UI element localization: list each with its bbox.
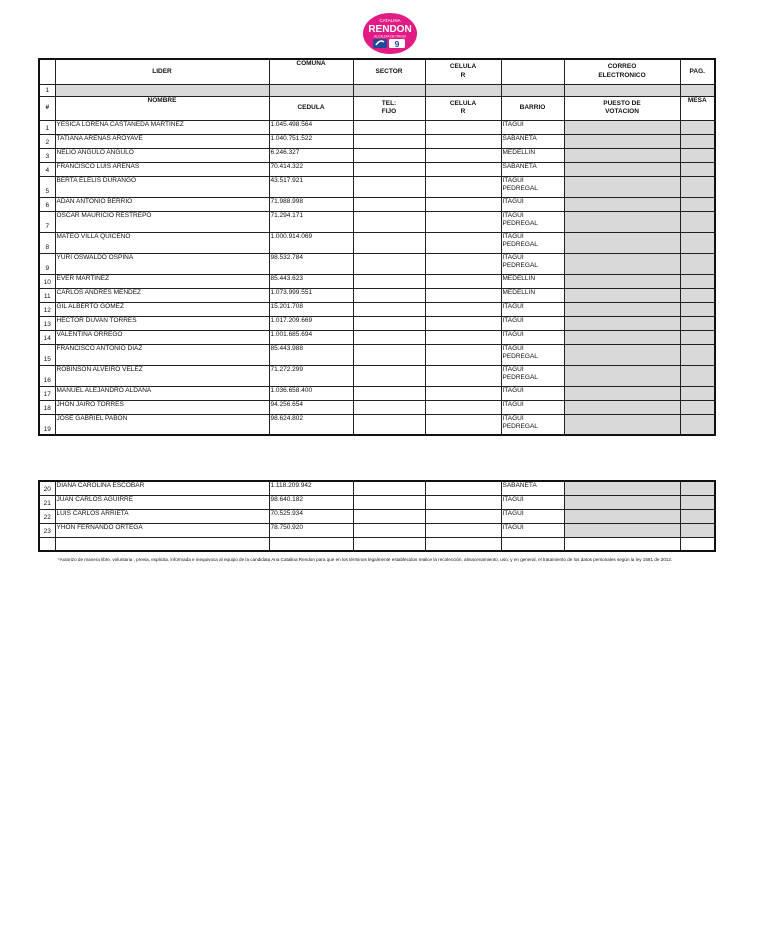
cell-tel [353,386,425,400]
cell-nombre: JOSE GABRIEL PABON [55,414,269,435]
cell-mesa [680,481,715,495]
table-row [39,288,715,302]
cell-cedula: 6.246.327 [269,148,353,162]
table-row [39,495,715,509]
row-number: 10 [39,274,55,288]
cell-cedula: 1.000.914.069 [269,232,353,253]
cell-barrio [501,288,564,302]
cell-tel [353,148,425,162]
cell-cedula: 98.532.784 [269,253,353,274]
cell-barrio [501,302,564,316]
cell-nombre: VALENTINA ORREGO [55,330,269,344]
cell-puesto [564,253,680,274]
row-number: 21 [39,495,55,509]
cell-mesa [680,148,715,162]
cell-nombre: JHON JAIRO TORRES [55,400,269,414]
table-row [39,386,715,400]
cell-cedula: 70.525.934 [269,509,353,523]
cell-celular [425,211,501,232]
cell-tel [353,232,425,253]
barrio-name: ITAGUI [502,176,524,184]
row-number: 14 [39,330,55,344]
table-row [39,162,715,176]
cell-mesa [680,509,715,523]
campaign-logo [362,12,418,55]
cell-mesa [680,176,715,197]
cell-celular [425,414,501,435]
cell-mesa [680,302,715,316]
cell-puesto [564,509,680,523]
barrio-name: ITAGUI [502,365,524,373]
header-row-columns [39,96,715,120]
cell-barrio [501,211,564,232]
barrio-name: ITAGUI [502,344,524,352]
cell-cedula: 1.073.999.551 [269,288,353,302]
cell-barrio [501,330,564,344]
cell-tel [353,509,425,523]
barrio-name: ITAGUI [502,316,524,324]
cell-cedula: 85.443.623 [269,274,353,288]
cell-barrio [501,120,564,134]
row-number: 1 [39,120,55,134]
row-number: 7 [39,211,55,232]
row-number: 13 [39,316,55,330]
table-row [39,481,715,495]
cell-barrio [501,344,564,365]
cell-tel [353,211,425,232]
cell-celular [425,232,501,253]
table-row [39,365,715,386]
cell-celular [425,148,501,162]
header-barrio: BARRIO [501,96,564,120]
row-number: 3 [39,148,55,162]
cell-nombre: NELIO ANGULO ANGULO [55,148,269,162]
row-number: 18 [39,400,55,414]
barrio-name: MEDELLIN [502,274,536,282]
cell-mesa [680,253,715,274]
logo-name: RENDON [368,24,412,35]
table-row [39,134,715,148]
cell-celular [425,344,501,365]
cell-tel [353,330,425,344]
cell-mesa [680,197,715,211]
cell-puesto [564,162,680,176]
cell-puesto [564,288,680,302]
cell-barrio [501,197,564,211]
table-row [39,316,715,330]
cell-barrio [501,134,564,148]
cell-puesto [564,176,680,197]
cell-nombre: TATIANA ARENAS AROYAVE [55,134,269,148]
cell-mesa [680,344,715,365]
cell-nombre: YURI OSWALDO OSPINA [55,253,269,274]
table-row [39,400,715,414]
cell-barrio [501,176,564,197]
barrio-sector: PEDREGAL [502,241,538,248]
cell-barrio [501,162,564,176]
cell-tel [353,400,425,414]
cell-nombre: OSCAR MAURICIO RESTREPO [55,211,269,232]
barrio-name: ITAGUI [502,120,524,128]
cell-nombre: EVER MARTINEZ [55,274,269,288]
cell-puesto [564,211,680,232]
cell-puesto [564,481,680,495]
cell-barrio [501,400,564,414]
barrio-name: ITAGUI [502,302,524,310]
cell-barrio [501,316,564,330]
cell-puesto [564,386,680,400]
cell-mesa [680,316,715,330]
cell-tel [353,162,425,176]
leaders-table-continued [38,480,716,552]
cell-barrio [501,365,564,386]
barrio-sector: PEDREGAL [502,423,538,430]
header-sector: SECTOR [353,59,425,84]
table-row [39,176,715,197]
cell-celular [425,316,501,330]
cell-mesa [680,162,715,176]
cell-nombre: ADAN ANTONIO BERRIO [55,197,269,211]
cell-puesto [564,134,680,148]
header-nombre: NOMBRE [55,96,269,120]
cell-mesa [680,523,715,537]
cell-barrio [501,509,564,523]
cell-tel [353,481,425,495]
cell-cedula: 71.294.171 [269,211,353,232]
cell-puesto [564,330,680,344]
barrio-name: ITAGUI [502,523,524,531]
cell-puesto [564,523,680,537]
barrio-name: ITAGUI [502,495,524,503]
cell-barrio [501,495,564,509]
cell-cedula: 94.256.654 [269,400,353,414]
cell-nombre: JUAN CARLOS AGUIRRE [55,495,269,509]
row-number: 4 [39,162,55,176]
cell-tel [353,495,425,509]
table-body-continued [39,481,715,537]
barrio-sector: PEDREGAL [502,374,538,381]
cell-cedula: 85.443.988 [269,344,353,365]
barrio-name: ITAGUI [502,509,524,517]
cell-nombre: FRANCISCO LUIS ARENAS [55,162,269,176]
row-number: 6 [39,197,55,211]
cell-cedula: 1.001.685.694 [269,330,353,344]
barrio-name: ITAGUI [502,197,524,205]
cell-celular [425,176,501,197]
cell-cedula: 15.201.708 [269,302,353,316]
cell-nombre: YHON FERNANDO ORTEGA [55,523,269,537]
cell-nombre: CARLOS ANDRES MENDEZ [55,288,269,302]
cell-puesto [564,414,680,435]
cell-barrio [501,386,564,400]
cell-mesa [680,365,715,386]
table-row [39,148,715,162]
barrio-sector: PEDREGAL [502,262,538,269]
table-row [39,120,715,134]
header-pag: PAG. [680,59,715,84]
cell-celular [425,386,501,400]
table-row [39,232,715,253]
row-number: 8 [39,232,55,253]
cell-mesa [680,211,715,232]
cell-cedula: 71.272.299 [269,365,353,386]
cell-tel [353,365,425,386]
cell-celular [425,495,501,509]
cell-cedula: 98.640.182 [269,495,353,509]
cell-tel [353,414,425,435]
header-cedula: CEDULA [269,96,353,120]
row-number: 16 [39,365,55,386]
cell-cedula: 1.045.498.564 [269,120,353,134]
table-row [39,344,715,365]
cell-nombre: FRANCISCO ANTONIO DIAZ [55,344,269,365]
cell-tel [353,302,425,316]
logo-sub-text: ALCALDIA DE ITAGUI [374,34,406,39]
cell-tel [353,316,425,330]
table-body [39,120,715,435]
cell-mesa [680,386,715,400]
row-number: 17 [39,386,55,400]
table-row [39,414,715,435]
row-number: 11 [39,288,55,302]
cell-celular [425,162,501,176]
cell-celular [425,253,501,274]
cell-barrio [501,274,564,288]
cell-cedula: 1.017.209.669 [269,316,353,330]
table-row [39,330,715,344]
table-row [39,523,715,537]
cell-mesa [680,400,715,414]
barrio-name: SABANETA [502,482,537,489]
row-number: 15 [39,344,55,365]
row-number: 20 [39,481,55,495]
barrio-name: ITAGUI [502,414,524,422]
header-comuna: COMUNA [269,59,353,84]
cell-nombre: GIL ALBERTO GOMEZ [55,302,269,316]
table-row [39,302,715,316]
logo-number: 9 [394,39,400,49]
cell-barrio [501,481,564,495]
barrio-name: MEDELLIN [502,288,536,296]
table-row [39,253,715,274]
cell-celular [425,120,501,134]
header-lider: LIDER [55,59,269,84]
cell-barrio [501,253,564,274]
cell-puesto [564,365,680,386]
table-row [39,211,715,232]
cell-puesto [564,232,680,253]
cell-tel [353,253,425,274]
cell-tel [353,134,425,148]
cell-puesto [564,400,680,414]
cell-nombre: YESICA LORENA CASTAÑEDA MARTINEZ [55,120,269,134]
cell-celular [425,523,501,537]
cell-tel [353,274,425,288]
cell-tel [353,197,425,211]
row-number: 19 [39,414,55,435]
header-mesa: MESA [680,96,715,120]
cell-celular [425,330,501,344]
barrio-sector: PEDREGAL [502,353,538,360]
cell-tel [353,344,425,365]
cell-cedula: 71.988.998 [269,197,353,211]
cell-celular [425,509,501,523]
empty-row [39,537,715,551]
cell-celular [425,274,501,288]
barrio-name: SABANETA [502,162,537,170]
row-number: 23 [39,523,55,537]
cell-nombre: DIANA CAROLINA ESCOBAR [55,481,269,495]
leaders-table [38,58,716,436]
cell-puesto [564,274,680,288]
table-row [39,197,715,211]
cell-cedula: 43.517.921 [269,176,353,197]
barrio-name: ITAGUI [502,386,524,394]
cell-barrio [501,414,564,435]
cell-puesto [564,344,680,365]
header-tel: TEL: FIJO [353,96,425,120]
cell-puesto [564,495,680,509]
cell-celular [425,197,501,211]
cell-nombre: LUIS CARLOS ARRIETA [55,509,269,523]
leader-input-row [39,84,715,96]
header-celular-2: CELULA R [425,96,501,120]
cell-celular [425,365,501,386]
cell-cedula: 1.118.209.942 [269,481,353,495]
cell-mesa [680,495,715,509]
cell-mesa [680,414,715,435]
cell-puesto [564,148,680,162]
cell-cedula: 70.414.322 [269,162,353,176]
barrio-name: ITAGUI [502,232,524,240]
barrio-name: ITAGUI [502,211,524,219]
header-correo: CORREO ELECTRONICO [564,59,680,84]
row-one-number: 1 [39,84,55,96]
barrio-name: MEDELLIN [502,148,536,156]
cell-barrio [501,148,564,162]
cell-mesa [680,330,715,344]
cell-tel [353,120,425,134]
cell-mesa [680,232,715,253]
row-number: 9 [39,253,55,274]
cell-celular [425,302,501,316]
cell-tel [353,176,425,197]
cell-barrio [501,523,564,537]
cell-puesto [564,197,680,211]
cell-mesa [680,120,715,134]
consent-footnote: *Autorizo de manera libre, voluntaria , previa, explicita, informada e inequivoca al equipo de la candidata Ana Catalina Rendon para que en los términos legalmente establecidos realice la recolección, almacenamiento, uso, y en general, el tratamiento de los datos personales según la ley 1581 de 2012. [58,557,673,562]
cell-celular [425,400,501,414]
row-number: 12 [39,302,55,316]
cell-barrio [501,232,564,253]
cell-cedula: 1.040.751.522 [269,134,353,148]
cell-nombre: MATEO VILLA QUICENO [55,232,269,253]
cell-tel [353,523,425,537]
cell-mesa [680,288,715,302]
header-num: # [39,96,55,120]
cell-tel [353,288,425,302]
cell-puesto [564,316,680,330]
cell-cedula: 1.036.658.400 [269,386,353,400]
cell-nombre: HECTOR DUVAN TORRES [55,316,269,330]
cell-cedula: 78.750.920 [269,523,353,537]
table-row [39,274,715,288]
logo-top-text: CATALINA [379,18,401,23]
cell-mesa [680,134,715,148]
cell-cedula: 98.624.802 [269,414,353,435]
barrio-name: ITAGUI [502,400,524,408]
header-puesto: PUESTO DE VOTACION [564,96,680,120]
cell-nombre: BERTA ELELIS DURANGO [55,176,269,197]
header-celular: CELULA R [425,59,501,84]
header-row-leader [39,59,715,84]
cell-nombre: ROBINSON ALVEIRO VELEZ [55,365,269,386]
barrio-sector: PEDREGAL [502,220,538,227]
cell-puesto [564,120,680,134]
row-number: 2 [39,134,55,148]
cell-mesa [680,274,715,288]
row-number: 22 [39,509,55,523]
barrio-sector: PEDREGAL [502,185,538,192]
barrio-name: ITAGUI [502,330,524,338]
barrio-name: SABANETA [502,134,537,142]
barrio-name: ITAGUI [502,253,524,261]
cell-celular [425,288,501,302]
cell-nombre: MANUEL ALEJANDRO ALDANA [55,386,269,400]
table-row [39,509,715,523]
cell-celular [425,481,501,495]
cell-celular [425,134,501,148]
cell-puesto [564,302,680,316]
row-number: 5 [39,176,55,197]
